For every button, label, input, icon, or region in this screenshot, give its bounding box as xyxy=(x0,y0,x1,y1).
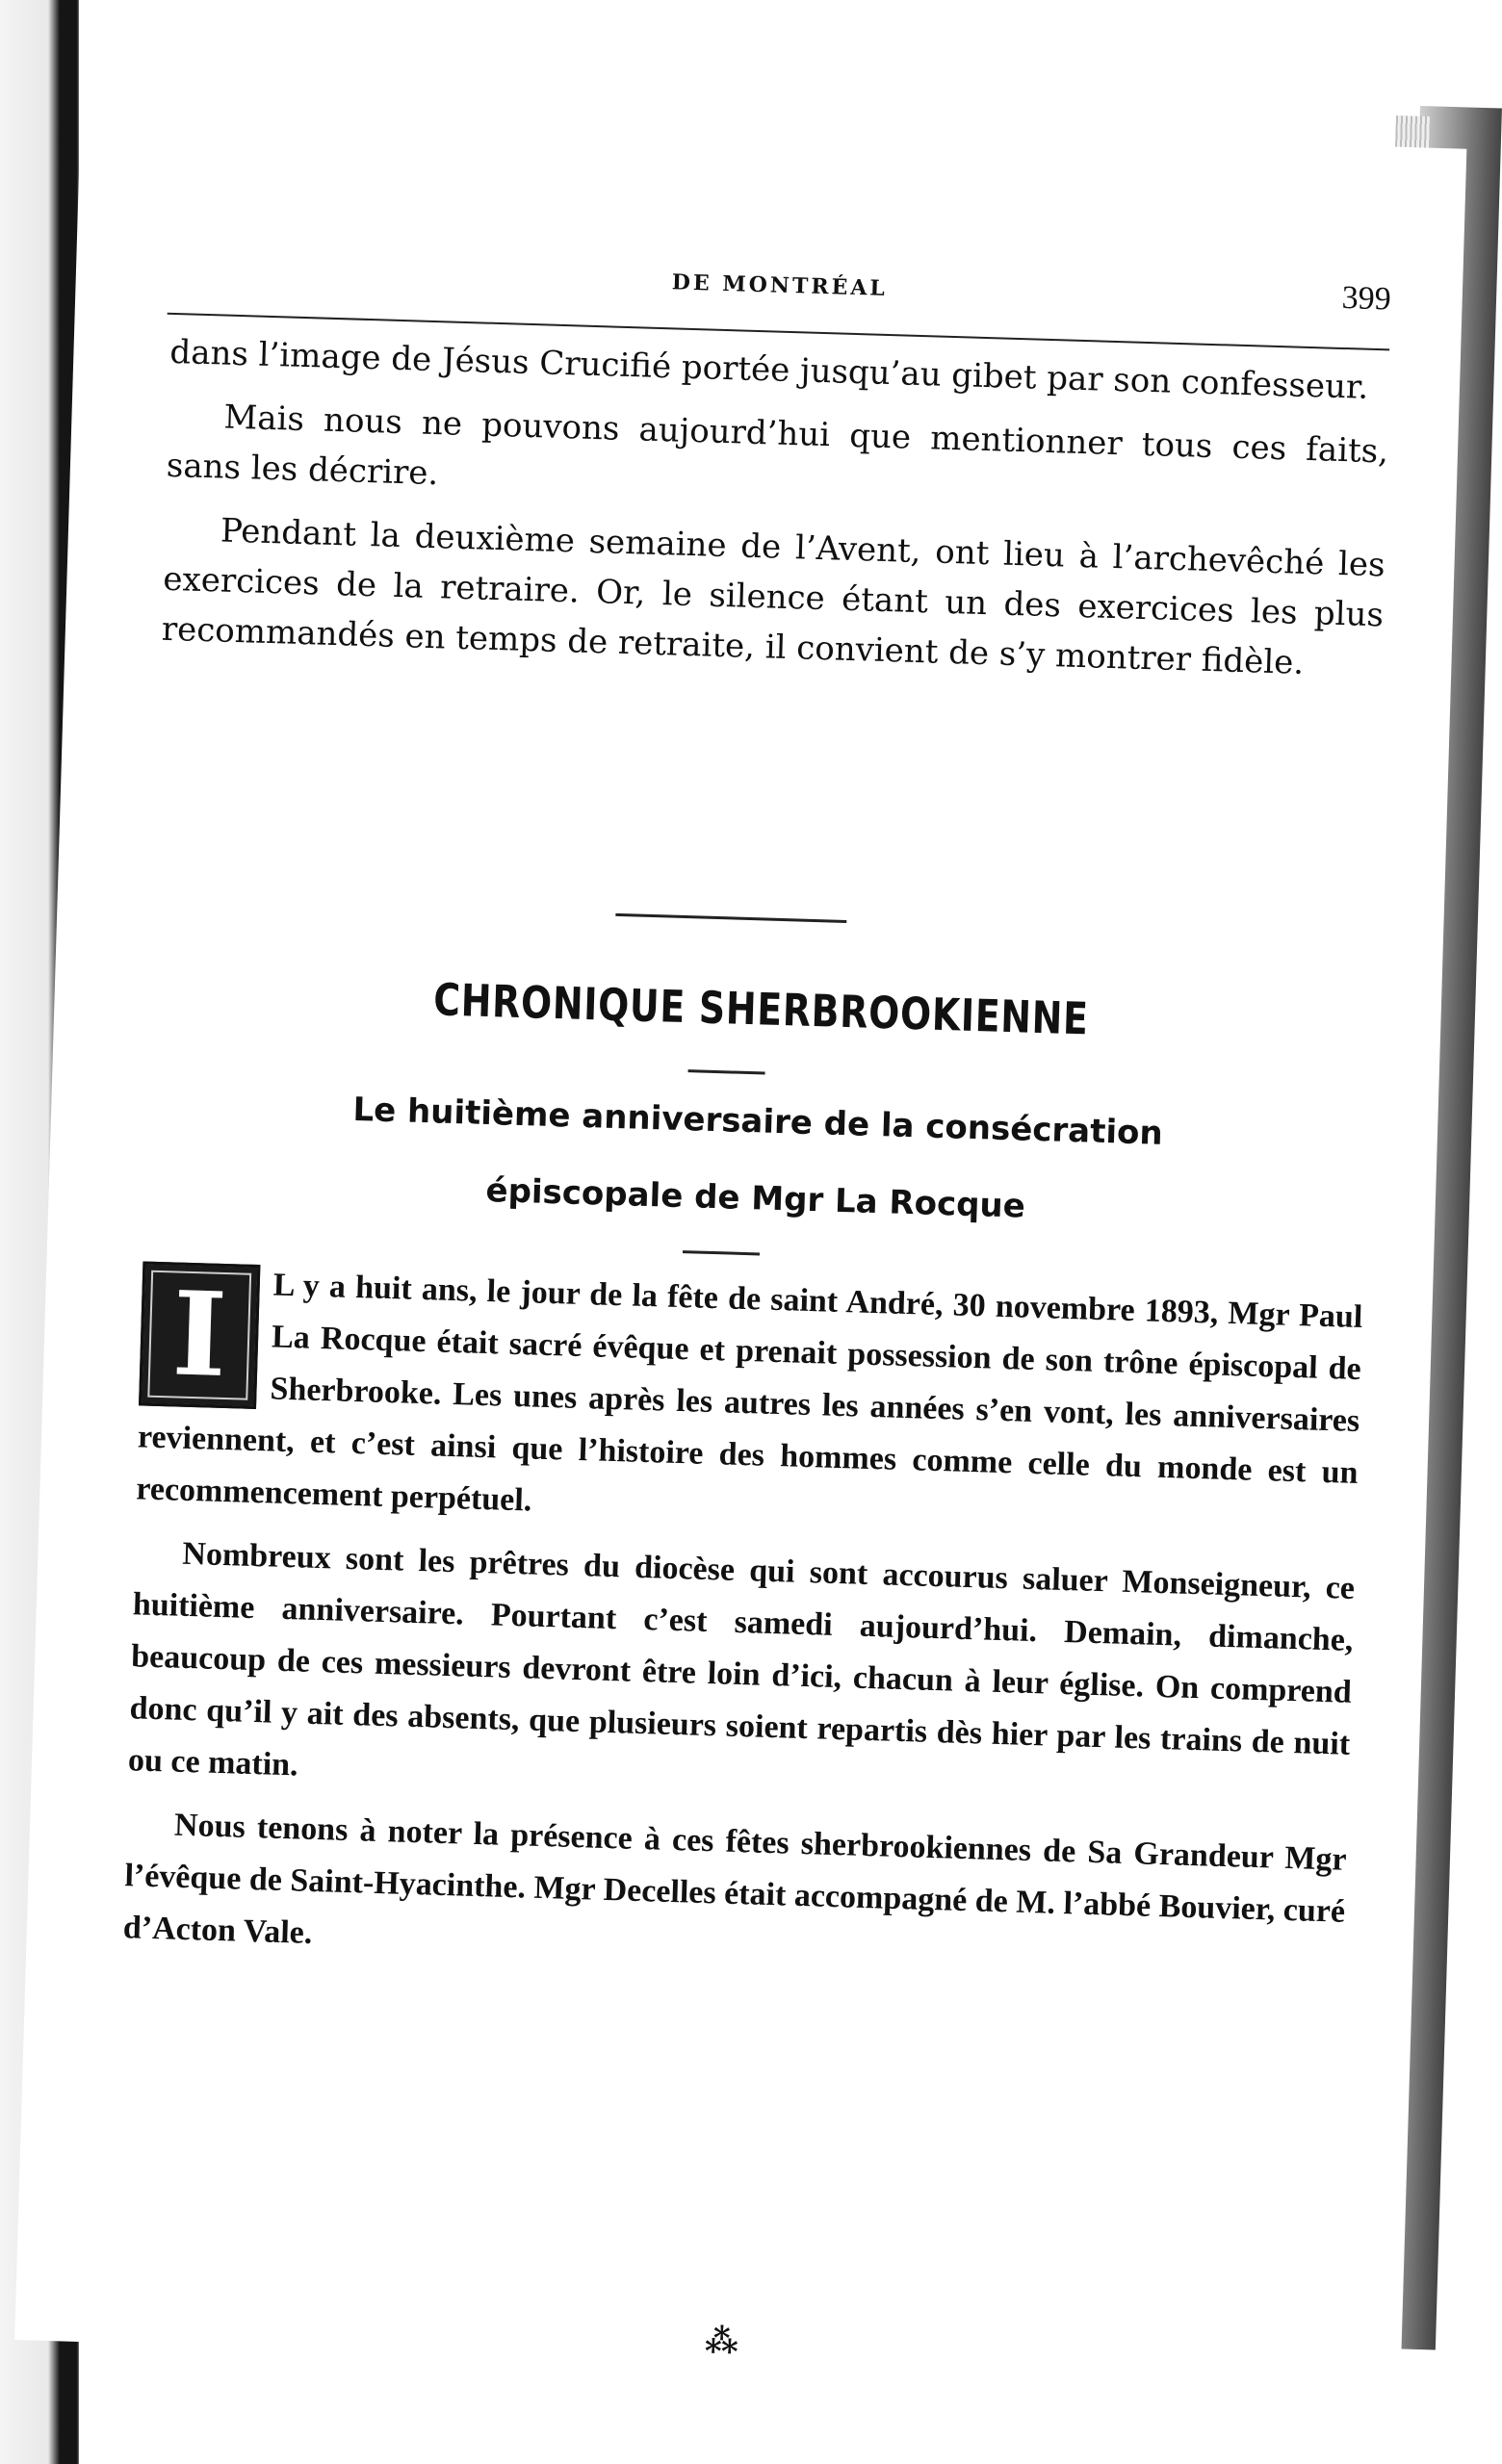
paragraph: Nombreux sont les prêtres du diocèse qui sont accourus saluer Monseigneur, ce huitième anniversaire. Pourtant c’est samedi aujourd’hui. Demain, dimanche, beaucoup de ces messieurs devront être loin d’ici, chacun à leur église. On comprend donc qu’il y ait des absents, que plusieurs soient repartis dès hier par les trains de nuit ou ce matin. xyxy=(127,1535,1356,1784)
paragraph: Mais nous ne pouvons aujourd’hui que mentionner tous ces faits, sans les décrire. xyxy=(166,398,1389,494)
subtitle-rule xyxy=(683,1250,760,1255)
article-body xyxy=(122,1255,1363,1989)
title-rule xyxy=(688,1069,765,1074)
lede-text: L y a huit ans, le jour de la fête de saint André, 30 novembre 1893, Mgr Paul La Rocque était sacré évêque et prenait possession de son trône épiscopal de Sherbrooke. Les unes après les autres les années s’en vont, les anniversaires reviennent, et c’est ainsi que l’histoire des hommes comme celle du monde est un recommencement perpétuel. xyxy=(135,1267,1363,1519)
subtitle-line: Le huitième anniversaire de la consécration xyxy=(351,1090,1164,1153)
dropcap-initial: I xyxy=(139,1261,260,1409)
paragraph: Nous tenons à noter la présence à ces fêtes sherbrookiennes de Sa Grandeur Mgr l’évêque de Saint-Hyacinthe. Mgr Decelles était accompagné de M. l’abbé Bouvier, curé d’Acton Vale. xyxy=(122,1807,1348,1951)
running-head: DE MONTRÉAL xyxy=(671,270,889,301)
lede-paragraph xyxy=(136,1255,1363,1551)
section-separator xyxy=(615,913,846,923)
book-page xyxy=(14,108,1466,2381)
page-number: 399 xyxy=(1341,279,1392,318)
page-header xyxy=(168,247,1391,342)
top-text-block xyxy=(161,327,1391,690)
paragraph: Pendant la deuxième semaine de l’Avent, ont lieu à l’archevêché les exercices de la retraire. Or, le silence étant un des exercices les plus recommandés en temps de retraite, il convient de s’y montrer fidèle. xyxy=(161,511,1386,682)
section-title: CHRONIQUE SHERBROOKIENNE xyxy=(432,973,1090,1045)
subtitle-line: épiscopale de Mgr La Rocque xyxy=(485,1170,1026,1226)
asterism: ⁂ xyxy=(704,2322,739,2362)
paragraph: dans l’image de Jésus Crucifié portée jusqu’au gibet par son confesseur. xyxy=(168,332,1369,407)
